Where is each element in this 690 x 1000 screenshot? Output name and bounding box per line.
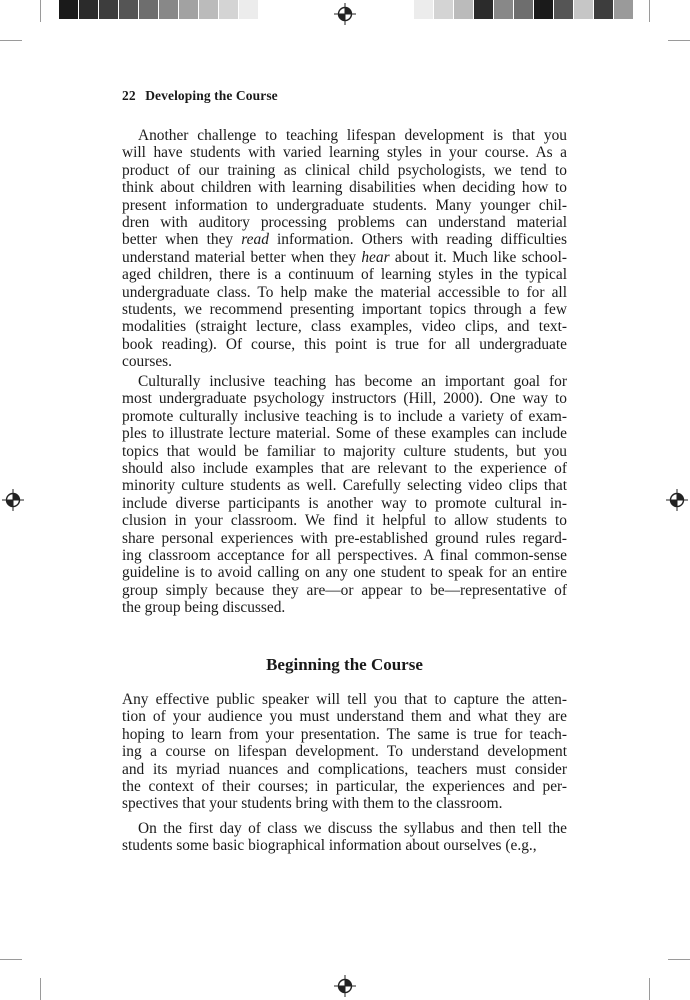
crop-mark-top-left-horizontal xyxy=(0,40,22,41)
color-bar-left-swatch xyxy=(179,0,198,19)
text-line: hoping to learn from your presentation. The same is true for teach- xyxy=(122,725,567,743)
text-line: students, we recommend presenting important topics through a few xyxy=(122,301,567,319)
color-bar-left-swatch xyxy=(79,0,98,19)
text-line: book reading). Of course, this point is true for all undergraduate xyxy=(122,335,567,353)
paragraph-first-day xyxy=(122,820,567,855)
color-bar-right-swatch xyxy=(554,0,573,19)
text-line: dren with auditory processing problems can understand material xyxy=(122,214,567,232)
text-line: On the first day of class we discuss the syllabus and then tell the xyxy=(138,820,567,837)
text-line: undergraduate class. To help make the material accessible to for all xyxy=(122,283,567,301)
paragraph-culturally-inclusive xyxy=(122,373,567,617)
running-head xyxy=(122,88,278,104)
text-line: guideline is to avoid calling on any one student to speak for an entire xyxy=(122,564,567,582)
running-head-title: Developing the Course xyxy=(145,88,278,103)
text-line: minority culture students as well. Carefully selecting video clips that xyxy=(122,477,567,495)
text-line: understand material better when they hear about it. Much like school- xyxy=(122,248,567,266)
color-bar-right-swatch xyxy=(474,0,493,19)
paragraph-beginning-course xyxy=(122,691,567,813)
crop-mark-bottom-right-vertical xyxy=(649,978,650,1000)
color-bar-right-swatch xyxy=(534,0,553,19)
text-line: ples to illustrate lecture material. Some of these examples can include xyxy=(122,425,567,443)
color-calibration-bar-right xyxy=(414,0,634,19)
text-line: product of our training as clinical child psychologists, we tend to xyxy=(122,161,567,179)
color-bar-left-swatch xyxy=(139,0,158,19)
color-bar-right-swatch xyxy=(494,0,513,19)
text-line: share personal experiences with pre-established ground rules regard- xyxy=(122,529,567,547)
text-line: promote culturally inclusive teaching is to include a variety of exam- xyxy=(122,407,567,425)
text-line: think about children with learning disabilities when deciding how to xyxy=(122,179,567,197)
crop-mark-top-right-horizontal xyxy=(668,40,690,41)
crop-mark-top-left-vertical xyxy=(40,0,41,22)
color-bar-left-swatch xyxy=(239,0,258,19)
color-bar-right-swatch xyxy=(454,0,473,19)
text-line: aged children, there is a continuum of learning styles in the typical xyxy=(122,266,567,284)
text-line: include diverse participants is another way to promote cultural in- xyxy=(122,494,567,512)
text-line: courses. xyxy=(122,353,173,371)
text-line: the context of their courses; in particular, the experiences and per- xyxy=(122,778,567,796)
text-line: topics that would be familiar to majority culture students, but you xyxy=(122,442,567,460)
text-line: should also include examples that are relevant to the experience of xyxy=(122,460,567,478)
section-heading: Beginning the Course xyxy=(266,655,423,674)
color-bar-right-swatch xyxy=(514,0,533,19)
crop-mark-bottom-left-horizontal xyxy=(0,959,22,960)
color-bar-right-swatch xyxy=(594,0,613,19)
text-line: tion of your audience you must understand them and what they are xyxy=(122,708,567,726)
text-line: present information to undergraduate students. Many younger chil- xyxy=(122,196,567,214)
color-bar-left-swatch xyxy=(119,0,138,19)
color-bar-left-swatch xyxy=(99,0,118,19)
text-line: ing classroom acceptance for all perspectives. A final common-sense xyxy=(122,547,567,565)
text-line: the group being discussed. xyxy=(122,599,286,617)
text-line: modalities (straight lecture, class examples, video clips, and text- xyxy=(122,318,567,336)
registration-mark-left-icon xyxy=(2,489,24,511)
color-bar-left-swatch xyxy=(59,0,78,19)
crop-mark-bottom-left-vertical xyxy=(40,978,41,1000)
text-line: ing a course on lifespan development. To understand development xyxy=(122,743,567,761)
text-line: most undergraduate psychology instructors (Hill, 2000). One way to xyxy=(122,390,567,408)
color-bar-right-swatch xyxy=(574,0,593,19)
color-bar-left-swatch xyxy=(219,0,238,19)
crop-mark-bottom-right-horizontal xyxy=(668,959,690,960)
color-bar-left-swatch xyxy=(199,0,218,19)
text-line: better when they read information. Others with reading difficulties xyxy=(122,231,567,249)
registration-mark-top-icon xyxy=(334,3,356,25)
text-line: Another challenge to teaching lifespan development is that you xyxy=(138,127,567,144)
color-bar-right-swatch xyxy=(614,0,633,19)
color-calibration-bar-left xyxy=(59,0,259,19)
text-line: Any effective public speaker will tell you that to capture the atten- xyxy=(122,691,567,708)
page-number: 22 xyxy=(122,88,136,103)
text-line: students some basic biographical information about ourselves (e.g., xyxy=(122,837,537,855)
text-line: spectives that your students bring with them to the classroom. xyxy=(122,795,503,813)
color-bar-right-swatch xyxy=(414,0,433,19)
text-line: Culturally inclusive teaching has become an important goal for xyxy=(138,373,567,390)
registration-mark-bottom-icon xyxy=(334,975,356,997)
color-bar-left-swatch xyxy=(159,0,178,19)
text-line: and its myriad nuances and complications, teachers must consider xyxy=(122,760,567,778)
text-line: will have students with varied learning styles in your course. As a xyxy=(122,144,567,162)
text-line: clusion in your classroom. We find it helpful to allow students to xyxy=(122,512,567,530)
color-bar-right-swatch xyxy=(434,0,453,19)
text-line: group simply because they are—or appear to be—representative of xyxy=(122,581,567,599)
registration-mark-right-icon xyxy=(666,489,688,511)
crop-mark-top-right-vertical xyxy=(649,0,650,22)
paragraph-learning-styles xyxy=(122,127,567,371)
